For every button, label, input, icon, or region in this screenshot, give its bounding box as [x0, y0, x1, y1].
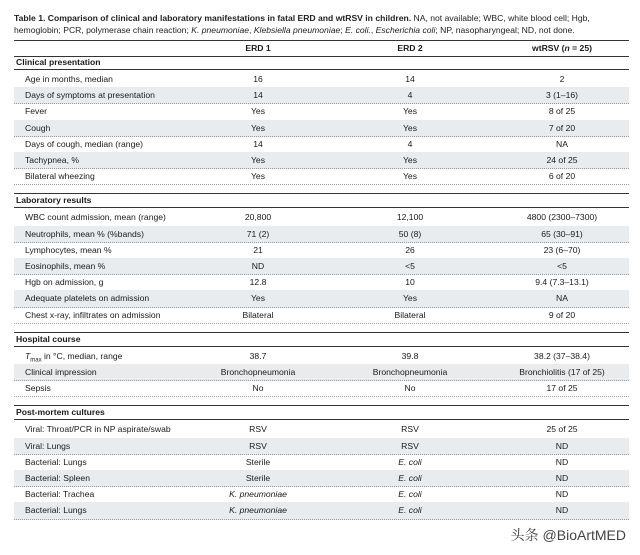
cell-value-wtrsv: ND: [555, 440, 569, 451]
table-row: [14, 348, 629, 365]
row-label: [25, 471, 90, 485]
table-caption: [14, 12, 629, 36]
table-row: [14, 209, 629, 226]
cell-value-erd1: Yes: [250, 171, 266, 182]
row-label: [25, 503, 87, 517]
cell-value-erd1: 16: [253, 74, 263, 84]
table-row: [14, 120, 629, 137]
table-row: [14, 168, 629, 185]
cell-value-erd1: 20,800: [244, 212, 272, 223]
section-title: Hospital course: [14, 332, 629, 347]
row-label-text: Bacterial: Lungs: [25, 505, 87, 516]
row-label-text: Bilateral wheezing: [25, 171, 95, 182]
table-row: [14, 226, 629, 243]
cell-value-wtrsv: 2: [559, 74, 565, 84]
cell-value-erd2: <5: [405, 261, 415, 271]
row-label: [25, 210, 166, 224]
section-title: Clinical presentation: [14, 55, 629, 70]
cell-value-erd2: Yes: [402, 106, 418, 117]
cell-value-erd2: E. coli: [398, 473, 422, 483]
row-label-text: Fever: [25, 106, 47, 117]
caption-text: ,: [370, 25, 376, 35]
cell-value-erd1: Yes: [250, 293, 266, 304]
cell-value-erd1: Yes: [250, 122, 266, 133]
cell-value-wtrsv: 65 (30–91): [541, 228, 583, 239]
cell-value-erd2: 12,100: [396, 212, 424, 223]
cell-value-erd1: 12.8: [249, 277, 267, 288]
table-row: [14, 486, 629, 503]
table-row: [14, 307, 629, 324]
cell-value-erd2: Bilateral: [394, 309, 426, 320]
cell-value-erd2: 26: [405, 244, 415, 255]
cell-value-wtrsv: 17 of 25: [546, 383, 578, 394]
cell-value-erd2: 4: [407, 90, 413, 101]
cell-value-erd1: K. pneumoniae: [229, 489, 287, 500]
cell-value-erd2: E. coli: [398, 456, 422, 467]
row-label: [25, 291, 149, 305]
row-label-text: Chest x-ray, infiltrates on admission: [25, 309, 161, 320]
cell-value-wtrsv: 24 of 25: [546, 155, 578, 165]
cell-value-erd2: Yes: [402, 155, 418, 165]
caption-text: ;: [340, 25, 346, 35]
cell-value-wtrsv: NA: [556, 138, 568, 149]
cell-value-wtrsv: 3 (1–16): [545, 90, 579, 101]
row-label-text: Days of symptoms at presentation: [25, 90, 155, 101]
row-label: [25, 153, 79, 167]
cell-value-wtrsv: 23 (6–70): [543, 244, 581, 255]
row-label-text: Bacterial: Lungs: [25, 456, 87, 467]
row-label-text: in °C, median, range: [41, 350, 123, 361]
row-label: [25, 137, 143, 151]
table-row: [14, 380, 629, 397]
row-label: [25, 243, 112, 257]
row-label-text: Sepsis: [25, 383, 51, 394]
cell-value-erd1: ND: [251, 261, 265, 271]
row-label: [25, 487, 94, 501]
cell-value-wtrsv: NA: [556, 293, 568, 304]
cell-value-erd2: 10: [405, 277, 415, 288]
cell-value-erd2: 4: [407, 138, 413, 149]
row-label: [25, 439, 70, 453]
cell-value-wtrsv: 25 of 25: [546, 424, 578, 435]
row-label-text: Cough: [25, 122, 51, 133]
cell-value-erd1: K. pneumoniae: [229, 505, 287, 516]
cell-value-wtrsv: 9 of 20: [548, 309, 576, 320]
cell-value-wtrsv: ND: [555, 505, 569, 516]
column-header-erd1: ERD 1: [245, 43, 271, 53]
watermark: 头条 @BioArtMED: [510, 527, 626, 543]
cell-value-erd2: RSV: [401, 424, 419, 435]
table-row: [14, 364, 629, 381]
cell-value-erd1: 71 (2): [246, 228, 270, 239]
caption-text: NA, not available; WBC, white blood cell; Hgb, hemoglobin; PCR, polymerase chain reaction;: [14, 13, 590, 35]
row-label-text: Tachypnea, %: [25, 155, 79, 165]
cell-value-erd1: Bilateral: [242, 309, 274, 320]
cell-value-erd1: Bronchopneumonia: [220, 367, 296, 377]
table-row: [14, 136, 629, 153]
row-label-text: Viral: Lungs: [25, 440, 71, 451]
row-label-text: Days of cough, median (range): [25, 138, 143, 149]
cell-value-erd1: 14: [253, 90, 263, 101]
cell-value-erd2: E. coli: [398, 489, 422, 500]
section-title: Laboratory results: [14, 193, 629, 208]
cell-value-erd1: Sterile: [245, 473, 271, 483]
table-row: [14, 71, 629, 88]
cell-value-wtrsv: ND: [555, 473, 569, 483]
row-label-text: Clinical impression: [25, 367, 97, 377]
table-row: [14, 274, 629, 291]
row-label-text: Age in months, median: [25, 74, 113, 84]
row-label-text: Bacterial: Spleen: [25, 473, 90, 483]
cell-value-wtrsv: ND: [555, 456, 569, 467]
column-header-erd2: ERD 2: [397, 43, 423, 53]
table-row: [14, 502, 629, 519]
row-label-text: Bacterial: Trachea: [25, 489, 95, 500]
row-label-text: Hgb on admission, g: [25, 277, 104, 288]
row-label: [25, 422, 171, 436]
row-label: [25, 169, 95, 183]
caption-title: Table 1. Comparison of clinical and laboratory manifestations in fatal ERD and wtRSV in children.: [14, 13, 412, 23]
cell-value-wtrsv: <5: [557, 261, 567, 271]
cell-value-erd1: No: [252, 383, 264, 394]
cell-value-wtrsv: 8 of 25: [548, 106, 576, 117]
cell-value-erd2: No: [404, 383, 416, 394]
cell-value-wtrsv: 9.4 (7.3–13.1): [535, 277, 589, 288]
cell-value-erd2: 39.8: [401, 350, 419, 361]
table-row: [14, 470, 629, 487]
cell-value-wtrsv: 7 of 20: [548, 122, 576, 133]
table-row: [14, 438, 629, 455]
cell-value-erd2: Yes: [402, 171, 418, 182]
cell-value-erd1: Sterile: [245, 456, 271, 467]
caption-text: ; NP, nasopharyngeal; ND, not done.: [435, 25, 575, 35]
row-label: [25, 72, 113, 86]
cell-value-wtrsv: Bronchiolitis (17 of 25): [519, 367, 605, 377]
row-label: [25, 275, 103, 289]
row-label-text: Eosinophils, mean %: [25, 261, 106, 271]
caption-text: ,: [249, 25, 254, 35]
row-label-text: WBC count admission, mean (range): [25, 212, 166, 223]
cell-value-erd2: E. coli: [398, 505, 422, 516]
table-row: [14, 103, 629, 120]
row-label-subscript: max: [30, 357, 42, 364]
table-row: [14, 421, 629, 438]
section-title: Post-mortem cultures: [14, 405, 629, 420]
cell-value-erd2: Bronchopneumonia: [372, 367, 448, 377]
table-row: [14, 87, 629, 104]
caption-text: K. pneumoniae: [191, 25, 250, 35]
cell-value-erd2: RSV: [401, 440, 419, 451]
row-label: [25, 455, 87, 469]
cell-value-erd1: RSV: [249, 440, 267, 451]
column-header-wtrsv: wtRSV (n = 25): [532, 43, 592, 53]
cell-value-erd1: Yes: [250, 155, 266, 165]
cell-value-erd1: 14: [253, 138, 263, 149]
row-label: [25, 381, 51, 395]
table-row: [14, 290, 629, 307]
cell-value-wtrsv: ND: [555, 489, 569, 500]
cell-value-erd1: RSV: [249, 424, 267, 435]
table-row: [14, 258, 629, 275]
row-label: [25, 308, 160, 322]
cell-value-erd2: Yes: [402, 122, 418, 133]
row-label-text: Lymphocytes, mean %: [25, 244, 112, 255]
cell-value-erd1: 21: [253, 244, 263, 255]
caption-text: Escherichia coli: [375, 25, 436, 35]
cell-value-erd2: 50 (8): [398, 228, 422, 239]
cell-value-erd2: Yes: [402, 293, 418, 304]
row-label: [25, 88, 155, 102]
cell-value-erd1: 38.7: [249, 350, 267, 361]
table-row: [14, 152, 629, 169]
table-row: [14, 454, 629, 471]
cell-value-wtrsv: 6 of 20: [548, 171, 576, 182]
row-label: [25, 259, 105, 273]
row-label-text: Adequate platelets on admission: [25, 293, 150, 304]
cell-value-erd1: Yes: [250, 106, 266, 117]
row-label-text: Viral: Throat/PCR in NP aspirate/swab: [25, 424, 171, 435]
cell-value-erd2: 14: [405, 74, 415, 84]
row-label-symbol: T: [25, 350, 31, 361]
cell-value-wtrsv: 38.2 (37–38.4): [534, 350, 590, 361]
row-label: [25, 104, 47, 118]
row-label: [25, 365, 97, 379]
table-row: [14, 242, 629, 259]
row-label-text: Neutrophils, mean % (%bands): [25, 228, 144, 239]
row-label: [25, 227, 144, 241]
caption-text: E. coli.: [345, 25, 371, 35]
cell-value-wtrsv: 4800 (2300–7300): [526, 212, 598, 223]
caption-text: Klebsiella pneumoniae: [253, 25, 341, 35]
row-label: [25, 121, 50, 135]
